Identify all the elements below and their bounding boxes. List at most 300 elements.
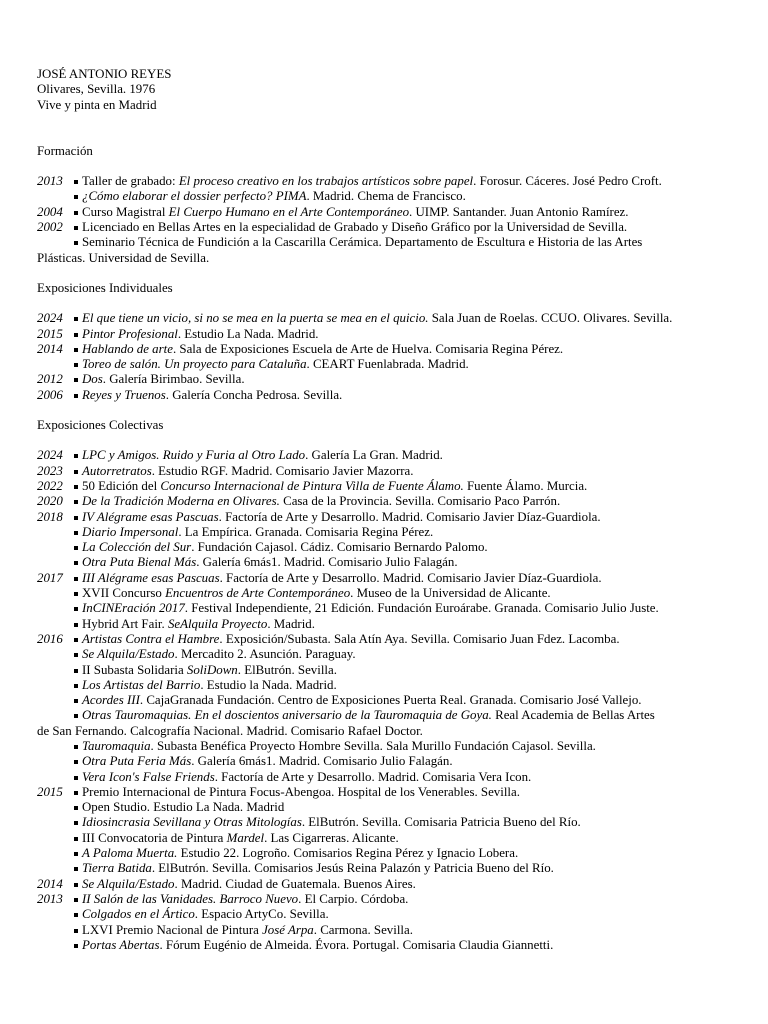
entry-text bbox=[82, 632, 737, 647]
cv-entry bbox=[37, 540, 737, 555]
cv-entry bbox=[37, 877, 737, 892]
entry-line bbox=[82, 555, 737, 570]
entry-year: 2013 bbox=[37, 891, 63, 906]
bullet-square bbox=[74, 180, 78, 184]
cv-entry bbox=[37, 357, 737, 372]
entry-line bbox=[82, 831, 737, 846]
bullet-icon bbox=[71, 938, 82, 953]
cv-entry bbox=[37, 372, 737, 387]
section-title: Exposiciones Colectivas bbox=[37, 418, 164, 433]
entry-detail: . ElButrón. Sevilla. Comisaria Patricia Bueno del Río. bbox=[301, 815, 581, 830]
residence: Vive y pinta en Madrid bbox=[37, 97, 157, 112]
entry-title: InCINEración 2017 bbox=[82, 601, 185, 616]
entry-text bbox=[82, 510, 737, 525]
entry-detail: Fuente Álamo. Murcia. bbox=[463, 478, 588, 493]
entry-text bbox=[82, 800, 737, 815]
cv-entry bbox=[37, 754, 737, 769]
bullet-square bbox=[74, 592, 78, 596]
entry-detail: III Convocatoria de Pintura bbox=[82, 830, 227, 845]
entry-year bbox=[37, 525, 71, 540]
entry-detail: Casa de la Provincia. Sevilla. Comisario Paco Parrón. bbox=[279, 494, 561, 509]
cv-entry bbox=[37, 235, 737, 250]
entry-line bbox=[82, 448, 737, 463]
cv-entry bbox=[37, 708, 737, 723]
entry-detail: . Estudio RGF. Madrid. Comisario Javier Mazorra. bbox=[151, 463, 414, 478]
cv-entry bbox=[37, 678, 737, 693]
bullet-icon bbox=[71, 831, 82, 846]
entry-detail: . Subasta Benéfica Proyecto Hombre Sevilla. Sala Murillo Fundación Cajasol. Sevilla. bbox=[150, 738, 596, 753]
bullet-icon bbox=[71, 586, 82, 601]
entry-detail: . Galería 6más1. Madrid. Comisario Julio Falagán. bbox=[191, 754, 453, 769]
entry-line bbox=[82, 754, 737, 769]
entry-line bbox=[82, 647, 737, 662]
entry-year bbox=[37, 617, 71, 632]
entry-line bbox=[82, 923, 737, 938]
entry-year bbox=[37, 708, 71, 723]
entry-title: Tauromaquia bbox=[82, 738, 151, 753]
entry-text bbox=[82, 663, 737, 678]
entry-detail: . Mercadito 2. Asunción. Paraguay. bbox=[174, 647, 356, 662]
bullet-square bbox=[74, 211, 78, 215]
bullet-square bbox=[74, 852, 78, 856]
bullet-icon bbox=[71, 510, 82, 525]
entry-line bbox=[82, 846, 737, 861]
entry-line bbox=[82, 372, 737, 387]
entry-line bbox=[82, 311, 737, 326]
bullet-square bbox=[74, 485, 78, 489]
cv-entry bbox=[37, 311, 737, 326]
bullet-icon bbox=[71, 770, 82, 785]
entry-year: 2014 bbox=[37, 341, 63, 356]
entry-line bbox=[82, 663, 737, 678]
entry-year bbox=[37, 815, 71, 830]
entry-title: LPC y Amigos. Ruido y Furia al Otro Lado bbox=[82, 448, 306, 463]
entry-title: Acordes III bbox=[82, 693, 140, 708]
bullet-square bbox=[74, 837, 78, 841]
entry-detail: 50 Edición del bbox=[82, 478, 161, 493]
entry-year: 2024 bbox=[37, 448, 63, 463]
entry-text bbox=[82, 938, 737, 953]
cv-header bbox=[37, 67, 737, 113]
entry-title: Pintor Profesional bbox=[82, 326, 178, 341]
entry-text bbox=[82, 327, 737, 342]
entry-line bbox=[82, 785, 737, 800]
entry-line bbox=[82, 708, 737, 723]
bullet-icon bbox=[71, 617, 82, 632]
section-title: Formación bbox=[37, 143, 93, 158]
entry-detail: Premio Internacional de Pintura Focus-Abengoa. Hospital de los Venerables. Sevilla. bbox=[82, 784, 520, 799]
entry-line bbox=[82, 877, 737, 892]
cv-entry bbox=[37, 555, 737, 570]
entry-title: Diario Impersonal bbox=[82, 524, 179, 539]
entry-year: 2017 bbox=[37, 570, 63, 585]
bullet-square bbox=[74, 929, 78, 933]
bullet-icon bbox=[71, 327, 82, 342]
entry-year bbox=[37, 907, 71, 922]
entry-year bbox=[37, 831, 71, 846]
cv-entry bbox=[37, 647, 737, 662]
cv-entry bbox=[37, 739, 737, 754]
entry-title: Tierra Batida bbox=[82, 861, 152, 876]
cv-entry bbox=[37, 938, 737, 953]
entry-year bbox=[37, 601, 71, 616]
entry-year bbox=[37, 846, 71, 861]
entry-line bbox=[82, 479, 737, 494]
entry-line bbox=[82, 235, 737, 250]
bullet-square bbox=[74, 546, 78, 550]
entry-title: IV Alégrame esas Pascuas bbox=[82, 509, 219, 524]
bullet-icon bbox=[71, 525, 82, 540]
entry-title: Concurso Internacional de Pintura Villa de Fuente Álamo. bbox=[160, 478, 464, 493]
entry-detail: . Galería La Gran. Madrid. bbox=[305, 448, 443, 463]
bullet-square bbox=[74, 348, 78, 352]
entry-detail: . CajaGranada Fundación. Centro de Exposiciones Puerta Real. Granada. Comisario José Vallejo. bbox=[139, 693, 642, 708]
bullet-icon bbox=[71, 464, 82, 479]
bullet-icon bbox=[71, 342, 82, 357]
bullet-icon bbox=[71, 923, 82, 938]
entry-text bbox=[82, 174, 737, 189]
entry-title: Se Alquila/Estado bbox=[82, 876, 175, 891]
entry-year: 2015 bbox=[37, 326, 63, 341]
entry-detail: . Factoría de Arte y Desarrollo. Madrid. Comisario Javier Díaz-Guardiola. bbox=[219, 570, 602, 585]
entry-detail: Estudio 22. Logroño. Comisarios Regina Pérez y Ignacio Lobera. bbox=[177, 846, 519, 861]
entry-line bbox=[82, 220, 737, 235]
entry-line bbox=[82, 510, 737, 525]
entry-year bbox=[37, 647, 71, 662]
entry-title: Colgados en el Ártico bbox=[82, 907, 195, 922]
entry-line bbox=[82, 601, 737, 616]
entry-year: 2015 bbox=[37, 784, 63, 799]
entry-line bbox=[82, 174, 737, 189]
entry-title: SoliDown bbox=[186, 662, 238, 677]
cv-entry bbox=[37, 220, 737, 235]
entry-text bbox=[82, 617, 737, 632]
entry-line bbox=[82, 357, 737, 372]
bullet-icon bbox=[71, 754, 82, 769]
entry-title: ¿Cómo elaborar el dossier perfecto? PIMA bbox=[82, 189, 307, 204]
entry-line bbox=[82, 739, 737, 754]
bullet-square bbox=[74, 821, 78, 825]
entry-line bbox=[82, 388, 737, 403]
bullet-icon bbox=[71, 357, 82, 372]
bullet-square bbox=[74, 714, 78, 718]
bullet-square bbox=[74, 638, 78, 642]
entry-year bbox=[37, 357, 71, 372]
bullet-square bbox=[74, 883, 78, 887]
bullet-square bbox=[74, 378, 78, 382]
entry-text bbox=[82, 846, 737, 861]
entry-line bbox=[82, 525, 737, 540]
entry-title: Se Alquila/Estado bbox=[82, 647, 175, 662]
entry-title: Mardel bbox=[226, 830, 265, 845]
spacer bbox=[37, 266, 737, 281]
entry-title: Hablando de arte bbox=[82, 341, 173, 356]
bullet-icon bbox=[71, 663, 82, 678]
entry-year: 2012 bbox=[37, 372, 63, 387]
cv-entry bbox=[37, 571, 737, 586]
cv-entry bbox=[37, 617, 737, 632]
bullet-square bbox=[74, 516, 78, 520]
entry-line bbox=[82, 800, 737, 815]
entry-text bbox=[82, 525, 737, 540]
cv-entry bbox=[37, 892, 737, 907]
entry-year: 2023 bbox=[37, 463, 63, 478]
bullet-square bbox=[74, 653, 78, 657]
cv-entry bbox=[37, 586, 737, 601]
bullet-icon bbox=[71, 877, 82, 892]
entry-line bbox=[82, 693, 737, 708]
entry-year bbox=[37, 663, 71, 678]
entry-year bbox=[37, 555, 71, 570]
entry-text bbox=[82, 448, 737, 463]
bullet-square bbox=[74, 333, 78, 337]
entry-title: El Cuerpo Humano en el Arte Contemporáneo bbox=[168, 204, 410, 219]
bullet-square bbox=[74, 669, 78, 673]
entry-detail: Taller de grabado: bbox=[82, 174, 179, 189]
entry-detail: Hybrid Art Fair. bbox=[82, 616, 168, 631]
entry-title: Otra Puta Feria Más bbox=[82, 754, 192, 769]
entry-title: El que tiene un vicio, si no se mea en la puerta se mea en el quicio. bbox=[82, 311, 429, 326]
entry-detail: . Estudio La Nada. Madrid. bbox=[177, 326, 319, 341]
entry-line bbox=[82, 540, 737, 555]
entry-line bbox=[82, 907, 737, 922]
entry-title: Los Artistas del Barrio bbox=[82, 677, 201, 692]
entry-year bbox=[37, 739, 71, 754]
bullet-square bbox=[74, 760, 78, 764]
bullet-square bbox=[74, 806, 78, 810]
entry-detail: . Estudio la Nada. Madrid. bbox=[200, 677, 337, 692]
entry-detail: . ElButrón. Sevilla. bbox=[237, 662, 337, 677]
entry-detail: . Madrid. bbox=[267, 616, 315, 631]
spacer bbox=[37, 433, 737, 448]
bullet-icon bbox=[71, 571, 82, 586]
entry-continuation: de San Fernando. Calcografía Nacional. Madrid. Comisario Rafael Doctor. bbox=[37, 723, 423, 738]
cv-entry bbox=[37, 800, 737, 815]
bullet-square bbox=[74, 454, 78, 458]
entry-title: De la Tradición Moderna en Olivares. bbox=[82, 494, 280, 509]
bullet-square bbox=[74, 898, 78, 902]
bullet-square bbox=[74, 684, 78, 688]
entry-text bbox=[82, 892, 737, 907]
entry-detail: II Subasta Solidaria bbox=[82, 662, 187, 677]
entry-text bbox=[82, 770, 737, 785]
entry-year: 2006 bbox=[37, 387, 63, 402]
entry-year bbox=[37, 754, 71, 769]
entry-text bbox=[82, 861, 737, 876]
entry-title: Dos bbox=[82, 372, 103, 387]
bullet-square bbox=[74, 699, 78, 703]
cv-entry bbox=[37, 632, 737, 647]
entry-text bbox=[82, 708, 737, 723]
bullet-icon bbox=[71, 907, 82, 922]
entry-detail: Seminario Técnica de Fundición a la Cascarilla Cerámica. Departamento de Escultura e Historia de las Artes bbox=[82, 235, 643, 250]
entry-detail: Licenciado en Bellas Artes en la especialidad de Grabado y Diseño Gráfico por la Universidad de Sevilla. bbox=[82, 220, 628, 235]
entry-title: Encuentros de Arte Contemporáneo bbox=[165, 586, 351, 601]
entry-line bbox=[82, 189, 737, 204]
entry-detail: Sala Juan de Roelas. CCUO. Olivares. Sevilla. bbox=[428, 311, 673, 326]
cv-entry bbox=[37, 494, 737, 509]
entry-text bbox=[82, 693, 737, 708]
entry-detail: . Madrid. Chema de Francisco. bbox=[306, 189, 466, 204]
entry-detail: . El Carpio. Córdoba. bbox=[298, 891, 409, 906]
entry-year bbox=[37, 678, 71, 693]
entry-title: III Alégrame esas Pascuas bbox=[82, 570, 220, 585]
entry-title: José Arpa bbox=[262, 922, 314, 937]
cv-entry bbox=[37, 923, 737, 938]
entry-year bbox=[37, 693, 71, 708]
entry-text bbox=[82, 311, 737, 326]
bullet-icon bbox=[71, 540, 82, 555]
bullet-square bbox=[74, 394, 78, 398]
bullet-icon bbox=[71, 555, 82, 570]
entry-detail: . Exposición/Subasta. Sala Atín Aya. Sevilla. Comisario Juan Fdez. Lacomba. bbox=[219, 631, 620, 646]
bullet-icon bbox=[71, 632, 82, 647]
spacer bbox=[37, 159, 737, 174]
entry-text bbox=[82, 235, 737, 250]
entry-text bbox=[82, 189, 737, 204]
cv-entry bbox=[37, 510, 737, 525]
bullet-square bbox=[74, 913, 78, 917]
bullet-icon bbox=[71, 494, 82, 509]
bullet-square bbox=[74, 623, 78, 627]
entry-year: 2004 bbox=[37, 204, 63, 219]
entry-detail: . Museo de la Universidad de Alicante. bbox=[350, 586, 551, 601]
bullet-square bbox=[74, 745, 78, 749]
entry-text bbox=[82, 342, 737, 357]
entry-text bbox=[82, 907, 737, 922]
entry-text bbox=[82, 785, 737, 800]
bullet-icon bbox=[71, 189, 82, 204]
bullet-square bbox=[74, 226, 78, 230]
entry-line bbox=[82, 464, 737, 479]
entry-title: Idiosincrasia Sevillana y Otras Mitologías bbox=[82, 815, 302, 830]
entry-year: 2014 bbox=[37, 876, 63, 891]
entry-detail: . Forosur. Cáceres. José Pedro Croft. bbox=[473, 174, 662, 189]
bullet-icon bbox=[71, 388, 82, 403]
entry-text bbox=[82, 831, 737, 846]
entry-title: Vera Icon's False Friends bbox=[82, 769, 215, 784]
entry-title: II Salón de las Vanidades. Barroco Nuevo bbox=[82, 891, 299, 906]
entry-year bbox=[37, 800, 71, 815]
entry-year: 2002 bbox=[37, 220, 63, 235]
entry-line bbox=[82, 815, 737, 830]
birth-place: Olivares, Sevilla. 1976 bbox=[37, 82, 156, 97]
entry-year: 2016 bbox=[37, 631, 63, 646]
bullet-square bbox=[74, 195, 78, 199]
section-title: Exposiciones Individuales bbox=[37, 280, 173, 295]
entry-title: Toreo de salón. Un proyecto para Cataluña bbox=[82, 357, 307, 372]
bullet-icon bbox=[71, 800, 82, 815]
entry-detail: Curso Magistral bbox=[82, 204, 169, 219]
entry-detail: LXVI Premio Nacional de Pintura bbox=[82, 922, 263, 937]
cv-entry bbox=[37, 479, 737, 494]
bullet-square bbox=[74, 470, 78, 474]
entry-line bbox=[82, 770, 737, 785]
cv-entry bbox=[37, 525, 737, 540]
entry-detail: . Las Cigarreras. Alicante. bbox=[264, 830, 399, 845]
cv-sections bbox=[37, 144, 737, 953]
entry-line bbox=[82, 586, 737, 601]
cv-document bbox=[37, 67, 737, 953]
entry-line bbox=[82, 571, 737, 586]
entry-year bbox=[37, 540, 71, 555]
entry-continuation: Plásticas. Universidad de Sevilla. bbox=[37, 250, 210, 265]
entry-text bbox=[82, 877, 737, 892]
cv-entry bbox=[37, 205, 737, 220]
entry-text bbox=[82, 923, 737, 938]
bullet-icon bbox=[71, 815, 82, 830]
entry-detail: . La Empírica. Granada. Comisaria Regina Pérez. bbox=[178, 524, 434, 539]
cv-entry bbox=[37, 342, 737, 357]
entry-text bbox=[82, 494, 737, 509]
entry-detail: . Carmona. Sevilla. bbox=[313, 922, 413, 937]
cv-entry bbox=[37, 388, 737, 403]
entry-year bbox=[37, 861, 71, 876]
entry-detail: . Fundación Cajasol. Cádiz. Comisario Bernardo Palomo. bbox=[191, 540, 488, 555]
bullet-square bbox=[74, 776, 78, 780]
entry-year: 2022 bbox=[37, 478, 63, 493]
bullet-square bbox=[74, 607, 78, 611]
entry-text bbox=[82, 601, 737, 616]
cv-entry bbox=[37, 663, 737, 678]
entry-text bbox=[82, 372, 737, 387]
entry-year: 2018 bbox=[37, 509, 63, 524]
bullet-icon bbox=[71, 846, 82, 861]
cv-entry bbox=[37, 464, 737, 479]
entry-text bbox=[82, 815, 737, 830]
entry-title: A Paloma Muerta. bbox=[82, 846, 178, 861]
entry-detail: . ElButrón. Sevilla. Comisarios Jesús Reina Palazón y Patricia Bueno del Río. bbox=[151, 861, 554, 876]
entry-year bbox=[37, 235, 71, 250]
cv-entry bbox=[37, 601, 737, 616]
entry-line bbox=[82, 632, 737, 647]
entry-title: SeAlquila Proyecto bbox=[167, 616, 268, 631]
entry-line bbox=[82, 617, 737, 632]
entry-title: El proceso creativo en los trabajos artísticos sobre papel bbox=[178, 174, 474, 189]
entry-detail: . UIMP. Santander. Juan Antonio Ramírez. bbox=[409, 204, 629, 219]
entry-text bbox=[82, 464, 737, 479]
entry-detail: Real Academia de Bellas Artes bbox=[491, 708, 655, 723]
entry-year bbox=[37, 770, 71, 785]
entry-detail: . Sala de Exposiciones Escuela de Arte de Huelva. Comisaria Regina Pérez. bbox=[172, 341, 564, 356]
entry-line bbox=[82, 892, 737, 907]
entry-year bbox=[37, 189, 71, 204]
entry-text bbox=[82, 571, 737, 586]
entry-text bbox=[82, 540, 737, 555]
entry-text bbox=[82, 479, 737, 494]
entry-year bbox=[37, 938, 71, 953]
bullet-icon bbox=[71, 479, 82, 494]
entry-text bbox=[82, 739, 737, 754]
bullet-square bbox=[74, 791, 78, 795]
cv-section bbox=[37, 418, 737, 953]
bullet-square bbox=[74, 241, 78, 245]
cv-entry bbox=[37, 693, 737, 708]
bullet-square bbox=[74, 867, 78, 871]
bullet-icon bbox=[71, 205, 82, 220]
entry-line bbox=[82, 342, 737, 357]
entry-title: Reyes y Truenos bbox=[82, 387, 166, 402]
entry-text bbox=[82, 220, 737, 235]
spacer bbox=[37, 113, 737, 144]
entry-title: Artistas Contra el Hambre bbox=[82, 631, 220, 646]
entry-detail: . Madrid. Ciudad de Guatemala. Buenos Aires. bbox=[174, 876, 416, 891]
cv-entry bbox=[37, 327, 737, 342]
entry-text bbox=[82, 678, 737, 693]
entry-title: Autorretratos bbox=[82, 463, 152, 478]
entry-detail: Open Studio. Estudio La Nada. Madrid bbox=[82, 800, 285, 815]
cv-entry bbox=[37, 785, 737, 800]
